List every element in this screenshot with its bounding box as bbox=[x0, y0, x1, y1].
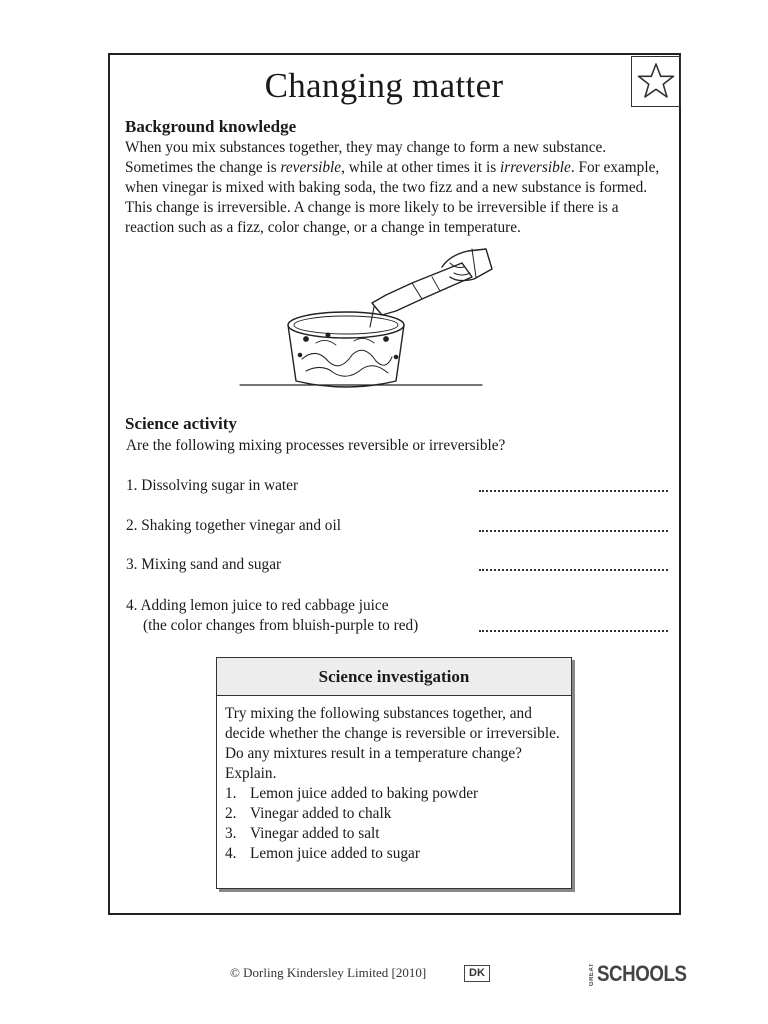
answer-line[interactable] bbox=[479, 628, 668, 632]
question-item: 4. Adding lemon juice to red cabbage juice bbox=[126, 597, 389, 614]
investigation-heading: Science investigation bbox=[217, 658, 571, 696]
question-item-note: (the color changes from bluish-purple to red) bbox=[143, 617, 419, 634]
question-item: 2. Shaking together vinegar and oil bbox=[126, 517, 341, 534]
investigation-list bbox=[225, 784, 563, 864]
activity-heading: Science activity bbox=[125, 414, 237, 433]
list-item: 2. Vinegar added to chalk bbox=[225, 805, 392, 822]
pouring-illustration bbox=[236, 247, 496, 395]
star-badge bbox=[631, 56, 681, 107]
investigation-box bbox=[216, 657, 572, 889]
dk-logo: DK bbox=[464, 965, 490, 982]
background-heading: Background knowledge bbox=[125, 117, 297, 136]
page-title: Changing matter bbox=[264, 66, 504, 105]
question-item: 1. Dissolving sugar in water bbox=[126, 477, 299, 494]
investigation-text: Try mixing the following substances together, and decide whether the change is reversible or irreversible. Do any mixtures result in a temperature change? Explain. bbox=[225, 705, 560, 782]
star-icon bbox=[636, 61, 676, 101]
copyright-text: © Dorling Kindersley Limited [2010] bbox=[230, 965, 427, 980]
list-item: 3. Vinegar added to salt bbox=[225, 825, 380, 842]
list-item: 4. Lemon juice added to sugar bbox=[225, 845, 420, 862]
answer-line[interactable] bbox=[479, 488, 668, 492]
footer: © Dorling Kindersley Limited [2010] DK GREAT SCHOOLS bbox=[230, 961, 687, 987]
list-item: 1. Lemon juice added to baking powder bbox=[225, 785, 479, 802]
answer-line[interactable] bbox=[479, 567, 668, 571]
question-item: 3. Mixing sand and sugar bbox=[126, 556, 282, 573]
activity-prompt: Are the following mixing processes reversible or irreversible? bbox=[126, 437, 506, 454]
background-paragraph: When you mix substances together, they may change to form a new substance. Sometimes the change is reversible, while at other times it is irreversible. For example, when vinegar is mixed with baking soda, the two fizz and a new substance is formed. This change is irreversible. A change is more likely to be irreversible if there is a reaction such as a fizz, color change, or a change in temperature. bbox=[125, 139, 660, 236]
answer-line[interactable] bbox=[479, 528, 668, 532]
